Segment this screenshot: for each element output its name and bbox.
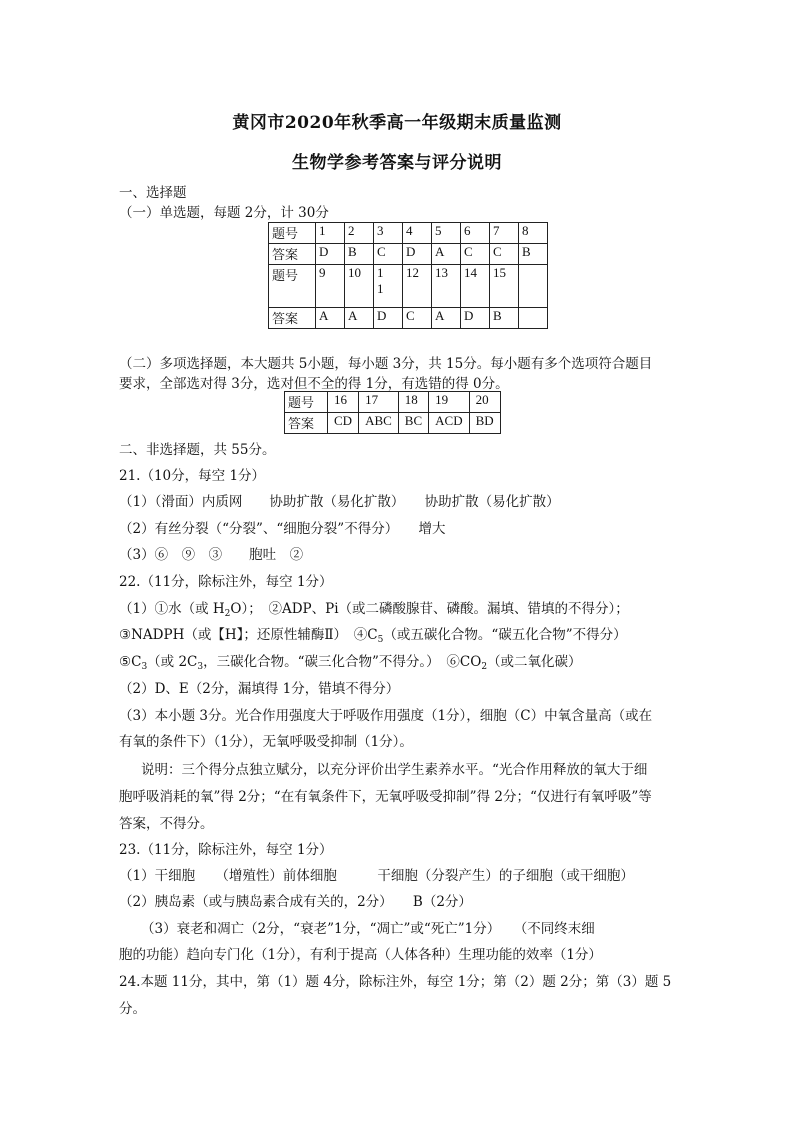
multi-choice-heading-line2: 要求，全部选对得 3分，选对但不全的得 1分，有选错的得 0分。 [119, 376, 509, 392]
table-cell: 8 [519, 223, 548, 244]
text-run: ③NADPH（或【H】；还原性辅酶Ⅱ） ④C [119, 627, 378, 643]
q22-answer-1-line3 [119, 650, 582, 670]
subscript: 2 [481, 662, 488, 672]
table-cell: BD [469, 413, 500, 434]
table-row [269, 244, 548, 265]
table-cell: 14 [461, 265, 490, 308]
q23-answer-1: （1）干细胞 （增殖性）前体细胞 干细胞（分裂产生）的子细胞（或干细胞） [119, 868, 634, 884]
table-cell: 题号 [269, 265, 316, 308]
section1-heading: 一、选择题 [119, 185, 187, 201]
table-cell: 6 [461, 223, 490, 244]
table-cell: D [403, 244, 432, 265]
q21-heading: 21.（10分，每空 1分） [119, 468, 266, 484]
table-cell: B [345, 244, 374, 265]
q21-answer-1: （1）（滑面）内质网 协助扩散（易化扩散） 协助扩散（易化扩散） [119, 494, 560, 510]
table-cell: BC [398, 413, 428, 434]
table-cell: C [374, 244, 403, 265]
table-cell: D [461, 308, 490, 329]
table-cell: 4 [403, 223, 432, 244]
table-cell: 13 [432, 265, 461, 308]
q22-heading: 22.（11分，除标注外，每空 1分） [119, 574, 333, 590]
table-cell: 12 [403, 265, 432, 308]
q23-answer-3-line2: 胞的功能）趋向专门化（1分），有利于提高（人体各种）生理功能的效率（1分） [119, 947, 602, 963]
table-cell: B [519, 244, 548, 265]
q23-answer-2: （2）胰岛素（或与胰岛素合成有关的，2分） B（2分） [119, 894, 472, 910]
single-choice-heading: （一）单选题，每题 2分，计 30分 [119, 205, 329, 221]
subscript: 2 [224, 609, 231, 619]
subscript: 5 [377, 635, 384, 645]
table-cell: 16 [328, 392, 359, 413]
table-row [285, 413, 501, 434]
q23-answer-3-line1: （3）衰老和凋亡（2分，“衰老”1分，“凋亡”或“死亡”1分） （不同终末细 [141, 921, 595, 937]
q22-answer-3-line2: 有氧的条件下）（1分），无氧呼吸受抑制（1分）。 [119, 734, 413, 750]
q21-answer-3: （3）⑥ ⑨ ③ 胞吐 ② [119, 547, 304, 563]
table-cell: A [316, 308, 345, 329]
text-run: （或二氧化碳） [487, 654, 582, 670]
text-run: （或五碳化合物。“碳五化合物”不得分） [383, 627, 627, 643]
table-cell: B [490, 308, 519, 329]
q22-answer-1-line2 [119, 623, 627, 643]
q22-answer-1-line1 [119, 597, 629, 617]
q23-heading: 23.（11分，除标注外，每空 1分） [119, 842, 333, 858]
table-cell: 9 [316, 265, 345, 308]
table-cell: 1 1 [374, 265, 403, 308]
single-choice-answer-table [268, 222, 548, 329]
table-row [269, 308, 548, 329]
table-cell: D [374, 308, 403, 329]
q22-note-line1: 说明：三个得分点独立赋分，以充分评价出学生素养水平。“光合作用释放的氧大于细 [141, 762, 648, 778]
table-cell: 题号 [269, 223, 316, 244]
table-cell: 17 [359, 392, 399, 413]
table-cell: 19 [429, 392, 469, 413]
table-cell: A [345, 308, 374, 329]
table-cell: 2 [345, 223, 374, 244]
q24-heading-line1: 24.本题 11分，其中，第（1）题 4分，除标注外，每空 1分；第（2）题 2分；第（3）题 5 [119, 974, 672, 990]
q24-heading-line2: 分。 [119, 1001, 146, 1017]
table-cell: 15 [490, 265, 519, 308]
table-cell: 答案 [269, 244, 316, 265]
q22-note-line2: 胞呼吸消耗的氧”得 2分；“在有氧条件下，无氧呼吸受抑制”得 2分；“仅进行有氧呼吸”等 [119, 789, 652, 805]
q22-note-line3: 答案，不得分。 [119, 816, 214, 832]
table-cell: 3 [374, 223, 403, 244]
table-cell: C [490, 244, 519, 265]
document-subtitle: 生物学参考答案与评分说明 [292, 153, 502, 173]
multi-choice-answer-table [284, 391, 501, 434]
subscript: 3 [197, 662, 204, 672]
table-cell: 5 [432, 223, 461, 244]
table-cell: 20 [469, 392, 500, 413]
text-run: O）； ②ADP、Pi（或二磷酸腺苷、磷酸。漏填、错填的不得分）； [230, 601, 629, 617]
table-cell: 答案 [269, 308, 316, 329]
table-row [269, 265, 548, 308]
table-cell: 答案 [285, 413, 328, 434]
table-cell [519, 308, 548, 329]
table-cell: ABC [359, 413, 399, 434]
table-cell: ACD [429, 413, 469, 434]
section2-heading: 二、非选择题，共 55分。 [119, 442, 276, 458]
table-cell: 7 [490, 223, 519, 244]
document-title: 黄冈市2020年秋季高一年级期末质量监测 [232, 113, 562, 133]
q22-answer-2: （2）D、E（2分，漏填得 1分，错填不得分） [119, 681, 400, 697]
table-cell: C [403, 308, 432, 329]
table-row [269, 223, 548, 244]
text-run: （1）①水（或 H [119, 601, 225, 617]
text-run: （或 2C [147, 654, 198, 670]
table-cell: A [432, 244, 461, 265]
table-cell: 题号 [285, 392, 328, 413]
table-cell: C [461, 244, 490, 265]
table-cell: A [432, 308, 461, 329]
table-cell: 1 [316, 223, 345, 244]
q21-answer-2: （2）有丝分裂（“分裂”、“细胞分裂”不得分） 增大 [119, 521, 446, 537]
table-row [285, 392, 501, 413]
table-cell: D [316, 244, 345, 265]
text-run: ，三碳化合物。“碳三化合物”不得分。） ⑥CO [203, 654, 482, 670]
subscript: 3 [141, 662, 148, 672]
q22-answer-3-line1: （3）本小题 3分。光合作用强度大于呼吸作用强度（1分），细胞（C）中氧含量高（或在 [119, 708, 653, 724]
text-run: ⑤C [119, 654, 142, 670]
multi-choice-heading-line1: （二）多项选择题，本大题共 5小题，每小题 3分，共 15分。每小题有多个选项符合题目 [119, 356, 653, 372]
table-cell: CD [328, 413, 359, 434]
table-cell [519, 265, 548, 308]
table-cell: 10 [345, 265, 374, 308]
table-cell: 18 [398, 392, 428, 413]
